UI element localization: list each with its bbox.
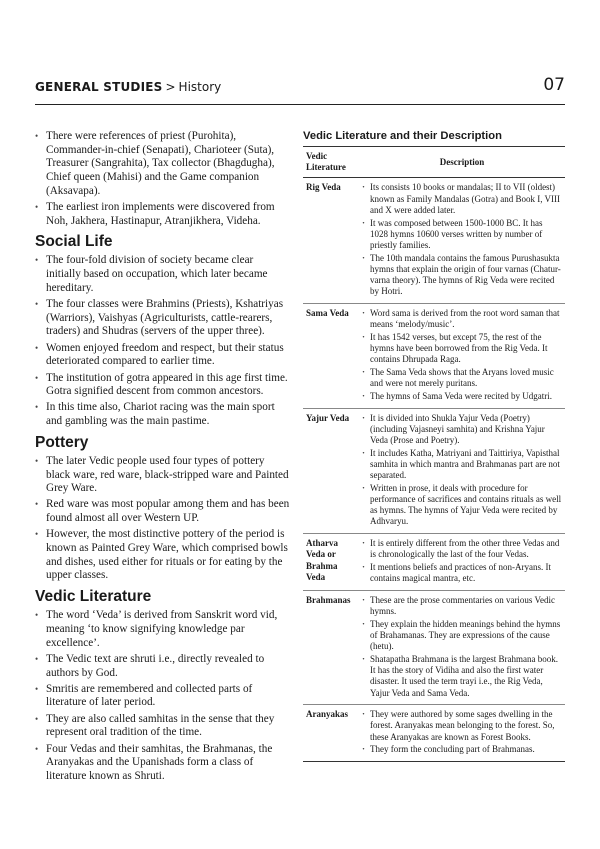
pottery-list bbox=[35, 455, 290, 583]
table-caption: Vedic Literature and their Description bbox=[303, 130, 502, 142]
running-header bbox=[35, 73, 565, 103]
column-header-literature: Vedic Literature bbox=[303, 147, 359, 178]
list-item: • The later Vedic people used four types of pottery black ware, red ware, black-stripped ware and Painted Grey Ware. bbox=[35, 455, 290, 496]
list-item: • Red ware was most popular among them and has been found almost all over Western UP. bbox=[35, 498, 290, 525]
section-heading-social-life: Social Life bbox=[35, 233, 113, 251]
list-item: • However, the most distinctive pottery of the period is known as Painted Grey Ware, which comprised bowls and dishes, used either for rituals or for eating by the upper classes. bbox=[35, 528, 290, 583]
table-row bbox=[303, 408, 565, 534]
table-row bbox=[303, 178, 565, 304]
list-item: • In this time also, Chariot racing was the main sport and gambling was the main pastime. bbox=[35, 401, 290, 428]
list-item: • Smritis are remembered and collected parts of literature of later period. bbox=[35, 683, 290, 710]
right-column bbox=[303, 130, 565, 762]
list-item: · The hymns of Sama Veda were recited by Udgatri. bbox=[362, 391, 562, 402]
list-item: · Written in prose, it deals with procedure for performance of sacrifices and contains rituals as well as hymns. The hymns of Yajur Veda were recited by Adhvaryu. bbox=[362, 483, 562, 528]
social-life-list bbox=[35, 254, 290, 428]
header-rule bbox=[35, 104, 565, 105]
page-number: 07 bbox=[543, 75, 565, 95]
list-item: · The 10th mandala contains the famous Purushasukta hymns that explain the origin of four varnas (Chatur-varna theory). The hymns of Rig Veda were recited by Hotri. bbox=[362, 253, 562, 298]
list-item: • The earliest iron implements were discovered from Noh, Jakhera, Hastinapur, Atranjikhera, Videha. bbox=[35, 201, 290, 228]
row-name: Sama Veda bbox=[303, 303, 359, 408]
list-item: • Women enjoyed freedom and respect, but their status deteriorated compared to earlier time. bbox=[35, 342, 290, 369]
list-item: • There were references of priest (Purohita), Commander-in-chief (Senapati), Charioteer (Suta), Treasurer (Sangrahita), Tax collector (Bhagdugha), Chief queen (Mahisi) and the Game companion (Aksavapa). bbox=[35, 130, 290, 199]
table-row bbox=[303, 534, 565, 591]
list-item: · It includes Katha, Matriyani and Taittiriya, Vapisthal samhita in which mantra and Brahmanas part are not separated. bbox=[362, 448, 562, 482]
row-description bbox=[359, 408, 565, 534]
list-item: · They form the concluding part of Brahmanas. bbox=[362, 744, 562, 755]
row-description bbox=[359, 590, 565, 704]
book-title: GENERAL STUDIES bbox=[35, 80, 163, 94]
row-description bbox=[359, 303, 565, 408]
table-row bbox=[303, 303, 565, 408]
list-item: • The word ‘Veda’ is derived from Sanskrit word vid, meaning ‘to know signifying knowledge par excellence’. bbox=[35, 609, 290, 650]
list-item: · They explain the hidden meanings behind the hymns of Brahamanas. They are expressions of the cause (hetu). bbox=[362, 619, 562, 653]
list-item: · It mentions beliefs and practices of non-Aryans. It contains magical mantra, etc. bbox=[362, 562, 562, 584]
list-item: · Word sama is derived from the root word saman that means ‘melody/music’. bbox=[362, 308, 562, 330]
row-description bbox=[359, 534, 565, 591]
list-item: • The four-fold division of society became clear initially based on occupation, which later became hereditary. bbox=[35, 254, 290, 295]
table-row bbox=[303, 705, 565, 762]
list-item: · It was composed between 1500-1000 BC. It has 1028 hymns 10600 verses written by number of priestly families. bbox=[362, 218, 562, 252]
list-item: · It is entirely different from the other three Vedas and is chronologically the last of the four Vedas. bbox=[362, 538, 562, 560]
list-item: · Shatapatha Brahmana is the largest Brahmana book. It has the story of Vidiha and also the first water disaster. It used the term trayi i.e., the Rig Veda, Yajur Veda and Sama Veda. bbox=[362, 654, 562, 699]
row-description bbox=[359, 178, 565, 304]
section-title: History bbox=[178, 80, 222, 94]
row-name: Yajur Veda bbox=[303, 408, 359, 534]
row-description bbox=[359, 705, 565, 762]
left-column bbox=[35, 130, 290, 786]
list-item: • The institution of gotra appeared in this age first time. Gotra signified descent from common ancestors. bbox=[35, 372, 290, 399]
vedic-literature-table bbox=[303, 146, 565, 762]
list-item: · It is divided into Shukla Yajur Veda (Poetry) (including Vajasneyi samhita) and Krishna Yajur Veda (Prose and Poetry). bbox=[362, 413, 562, 447]
running-title bbox=[35, 80, 221, 94]
breadcrumb-separator: > bbox=[165, 80, 176, 94]
list-item: • The Vedic text are shruti i.e., directly revealed to authors by God. bbox=[35, 653, 290, 680]
vedic-literature-list bbox=[35, 609, 290, 783]
list-item: · These are the prose commentaries on various Vedic hymns. bbox=[362, 595, 562, 617]
row-name: Atharva Veda or Brahma Veda bbox=[303, 534, 359, 591]
row-name: Brahmanas bbox=[303, 590, 359, 704]
list-item: • They are also called samhitas in the sense that they represent oral tradition of the time. bbox=[35, 713, 290, 740]
list-item: · They were authored by some sages dwelling in the forest. Aranyakas mean belonging to the forest. So, these Aranyakas are known as Forest Books. bbox=[362, 709, 562, 743]
section-heading-pottery: Pottery bbox=[35, 433, 89, 451]
intro-list bbox=[35, 130, 290, 228]
table-header-row bbox=[303, 147, 565, 178]
list-item: · It has 1542 verses, but except 75, the rest of the hymns have been borrowed from the Rig Veda. It contains Dhrupada Raga. bbox=[362, 332, 562, 366]
list-item: · Its consists 10 books or mandalas; II to VII (oldest) known as Family Mandalas (Gotra) and Book I, VIII and X were added later. bbox=[362, 182, 562, 216]
row-name: Aranyakas bbox=[303, 705, 359, 762]
column-header-description: Description bbox=[359, 147, 565, 178]
table-row bbox=[303, 590, 565, 704]
list-item: · The Sama Veda shows that the Aryans loved music and were not merely puritans. bbox=[362, 367, 562, 389]
row-name: Rig Veda bbox=[303, 178, 359, 304]
list-item: • The four classes were Brahmins (Priests), Kshatriyas (Warriors), Vaishyas (Agriculturists, cattle-rearers, traders) and Shudras (servers of the upper three). bbox=[35, 298, 290, 339]
list-item: • Four Vedas and their samhitas, the Brahmanas, the Aranyakas and the Upanishads form a class of literature known as Shruti. bbox=[35, 743, 290, 784]
section-heading-vedic-literature: Vedic Literature bbox=[35, 588, 152, 606]
